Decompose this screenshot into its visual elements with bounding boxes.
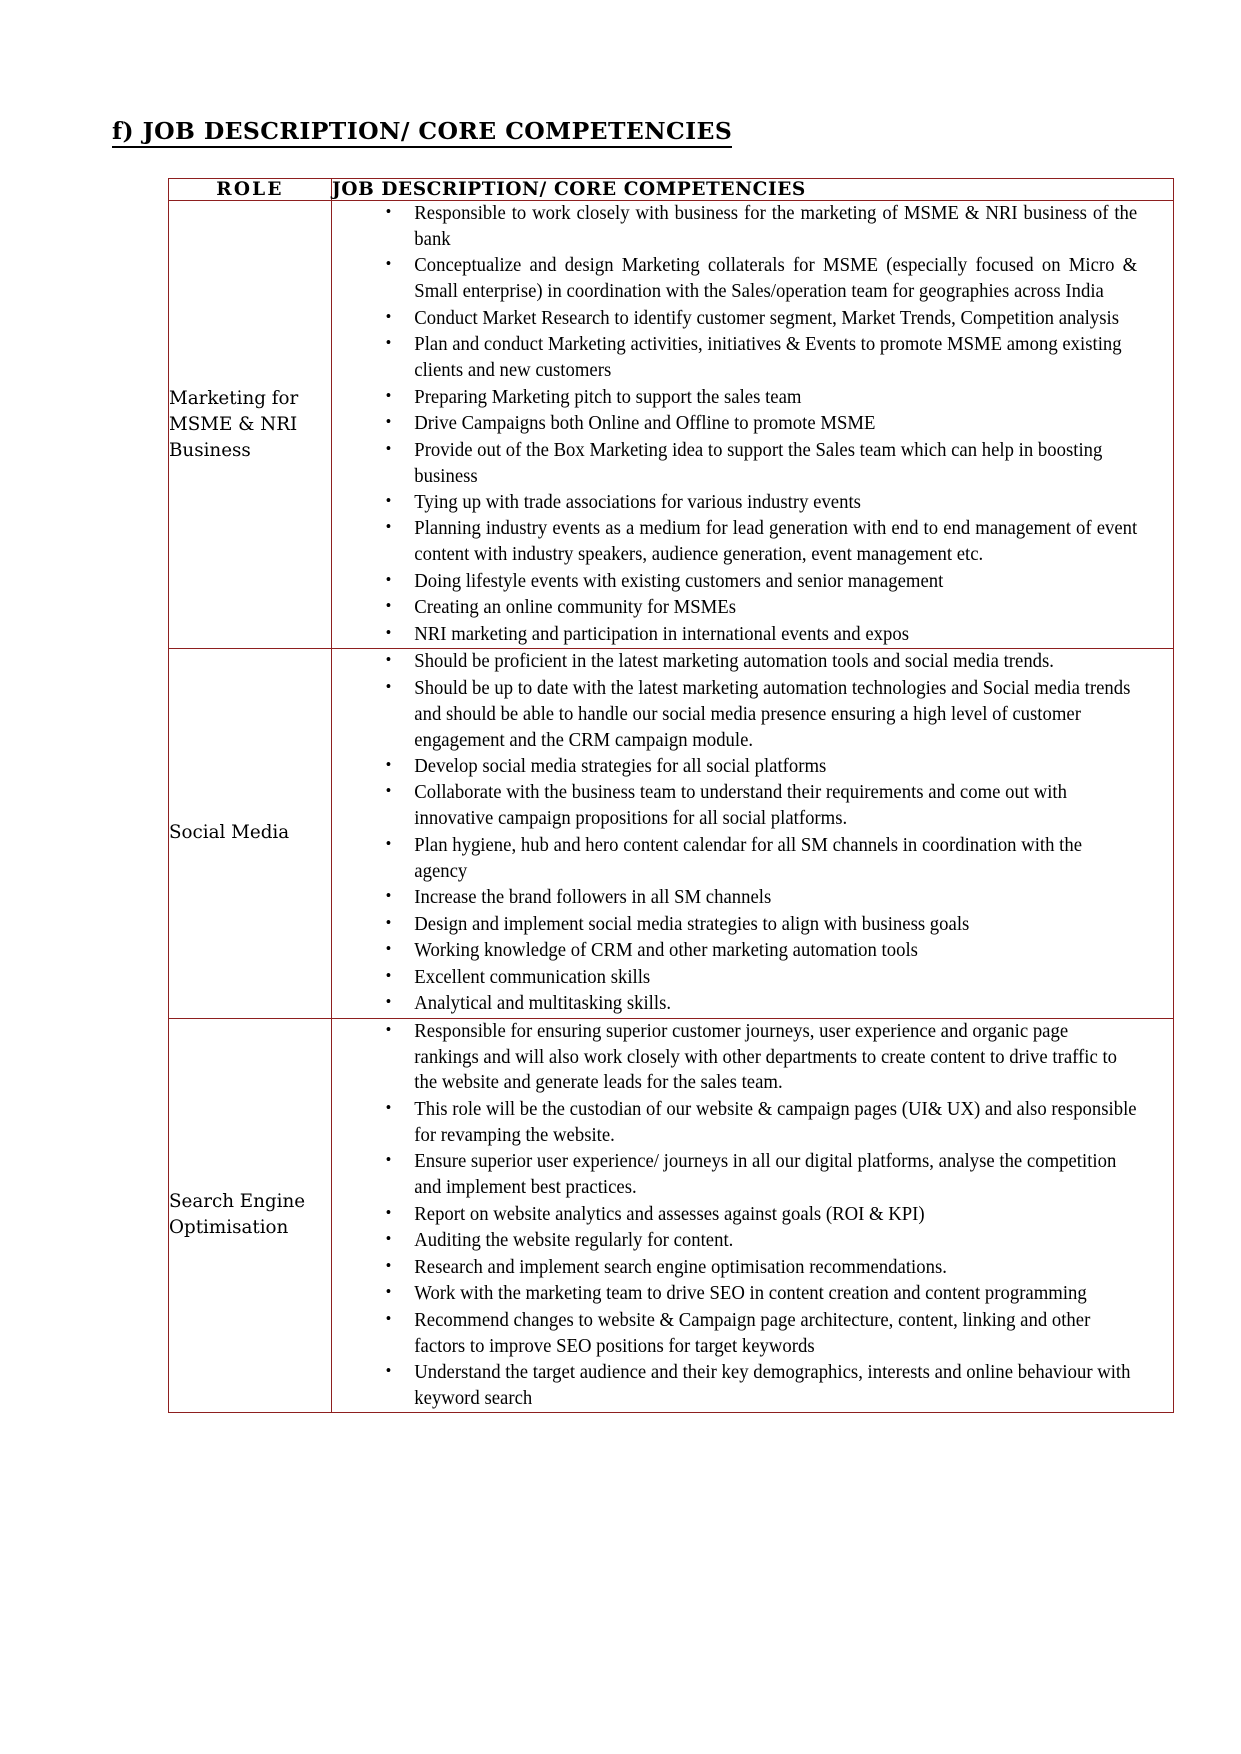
table-body xyxy=(169,201,1174,1413)
table-row xyxy=(169,201,1174,649)
list-item: • Auditing the website regularly for content. xyxy=(378,1228,1137,1254)
list-item: • Provide out of the Box Marketing idea to support the Sales team which can help in boosting business xyxy=(378,438,1137,490)
list-item: • NRI marketing and participation in international events and expos xyxy=(378,622,1137,648)
list-item: • Analytical and multitasking skills. xyxy=(378,991,1137,1017)
list-item: • Drive Campaigns both Online and Offline to promote MSME xyxy=(378,411,1137,437)
list-item: • Should be up to date with the latest marketing automation technologies and Social media trends and should be able to handle our social media presence ensuring a high level of customer engagement and the CRM campaign module. xyxy=(378,676,1137,754)
list-item: • Creating an online community for MSMEs xyxy=(378,595,1137,621)
list-item: • Understand the target audience and their key demographics, interests and online behaviour with keyword search xyxy=(378,1360,1137,1412)
job-description-table xyxy=(168,178,1174,1413)
list-item: • Responsible for ensuring superior customer journeys, user experience and organic page rankings and will also work closely with other departments to create content to drive traffic to the website and generate leads for the sales team. xyxy=(378,1019,1137,1097)
list-item: • Increase the brand followers in all SM channels xyxy=(378,885,1137,911)
description-cell-social-media xyxy=(332,649,1174,1018)
table-header-row xyxy=(169,179,1174,201)
list-item: • Ensure superior user experience/ journeys in all our digital platforms, analyse the competition and implement best practices. xyxy=(378,1149,1137,1201)
list-item: • This role will be the custodian of our website & campaign pages (UI& UX) and also responsible for revamping the website. xyxy=(378,1097,1137,1149)
list-item: • Should be proficient in the latest marketing automation tools and social media trends. xyxy=(378,649,1137,675)
list-item: • Plan hygiene, hub and hero content calendar for all SM channels in coordination with the agency xyxy=(378,833,1137,885)
list-item: • Planning industry events as a medium for lead generation with end to end management of event content with industry speakers, audience generation, event management etc. xyxy=(378,516,1137,568)
column-header-description: JOB DESCRIPTION/ CORE COMPETENCIES xyxy=(332,179,1174,201)
list-item: • Doing lifestyle events with existing customers and senior management xyxy=(378,569,1137,595)
table-row xyxy=(169,649,1174,1018)
list-item: • Collaborate with the business team to understand their requirements and come out with innovative campaign propositions for all social platforms. xyxy=(378,780,1137,832)
list-item: • Conceptualize and design Marketing collaterals for MSME (especially focused on Micro & Small enterprise) in coordination with the Sales/operation team for geographies across India xyxy=(378,253,1137,305)
list-item: • Recommend changes to website & Campaign page architecture, content, linking and other factors to improve SEO positions for target keywords xyxy=(378,1308,1137,1360)
role-label-marketing: Marketing for MSME & NRI Business xyxy=(169,201,332,649)
description-cell-marketing xyxy=(332,201,1174,649)
list-item: • Responsible to work closely with business for the marketing of MSME & NRI business of the bank xyxy=(378,201,1137,253)
role-label-seo: Search Engine Optimisation xyxy=(169,1018,332,1413)
table-row xyxy=(169,1018,1174,1413)
list-item: • Report on website analytics and assesses against goals (ROI & KPI) xyxy=(378,1202,1137,1228)
list-item: • Research and implement search engine optimisation recommendations. xyxy=(378,1255,1137,1281)
list-item: • Plan and conduct Marketing activities, initiatives & Events to promote MSME among existing clients and new customers xyxy=(378,332,1137,384)
list-item: • Tying up with trade associations for various industry events xyxy=(378,490,1137,516)
list-item: • Conduct Market Research to identify customer segment, Market Trends, Competition analysis xyxy=(378,306,1137,332)
list-item: • Design and implement social media strategies to align with business goals xyxy=(378,912,1137,938)
list-item: • Work with the marketing team to drive SEO in content creation and content programming xyxy=(378,1281,1137,1307)
list-item: • Develop social media strategies for all social platforms xyxy=(378,754,1137,780)
page-title: f) JOB DESCRIPTION/ CORE COMPETENCIES xyxy=(112,118,732,148)
table-header xyxy=(169,179,1174,201)
list-item: • Excellent communication skills xyxy=(378,965,1137,991)
list-item: • Preparing Marketing pitch to support the sales team xyxy=(378,385,1137,411)
competency-list xyxy=(332,201,1173,648)
list-item: • Working knowledge of CRM and other marketing automation tools xyxy=(378,938,1137,964)
description-cell-seo xyxy=(332,1018,1174,1413)
role-label-social-media: Social Media xyxy=(169,649,332,1018)
section-heading-row xyxy=(0,118,1241,178)
competency-list xyxy=(332,1019,1173,1412)
competency-list xyxy=(332,649,1173,1017)
column-header-role: ROLE xyxy=(169,179,332,201)
